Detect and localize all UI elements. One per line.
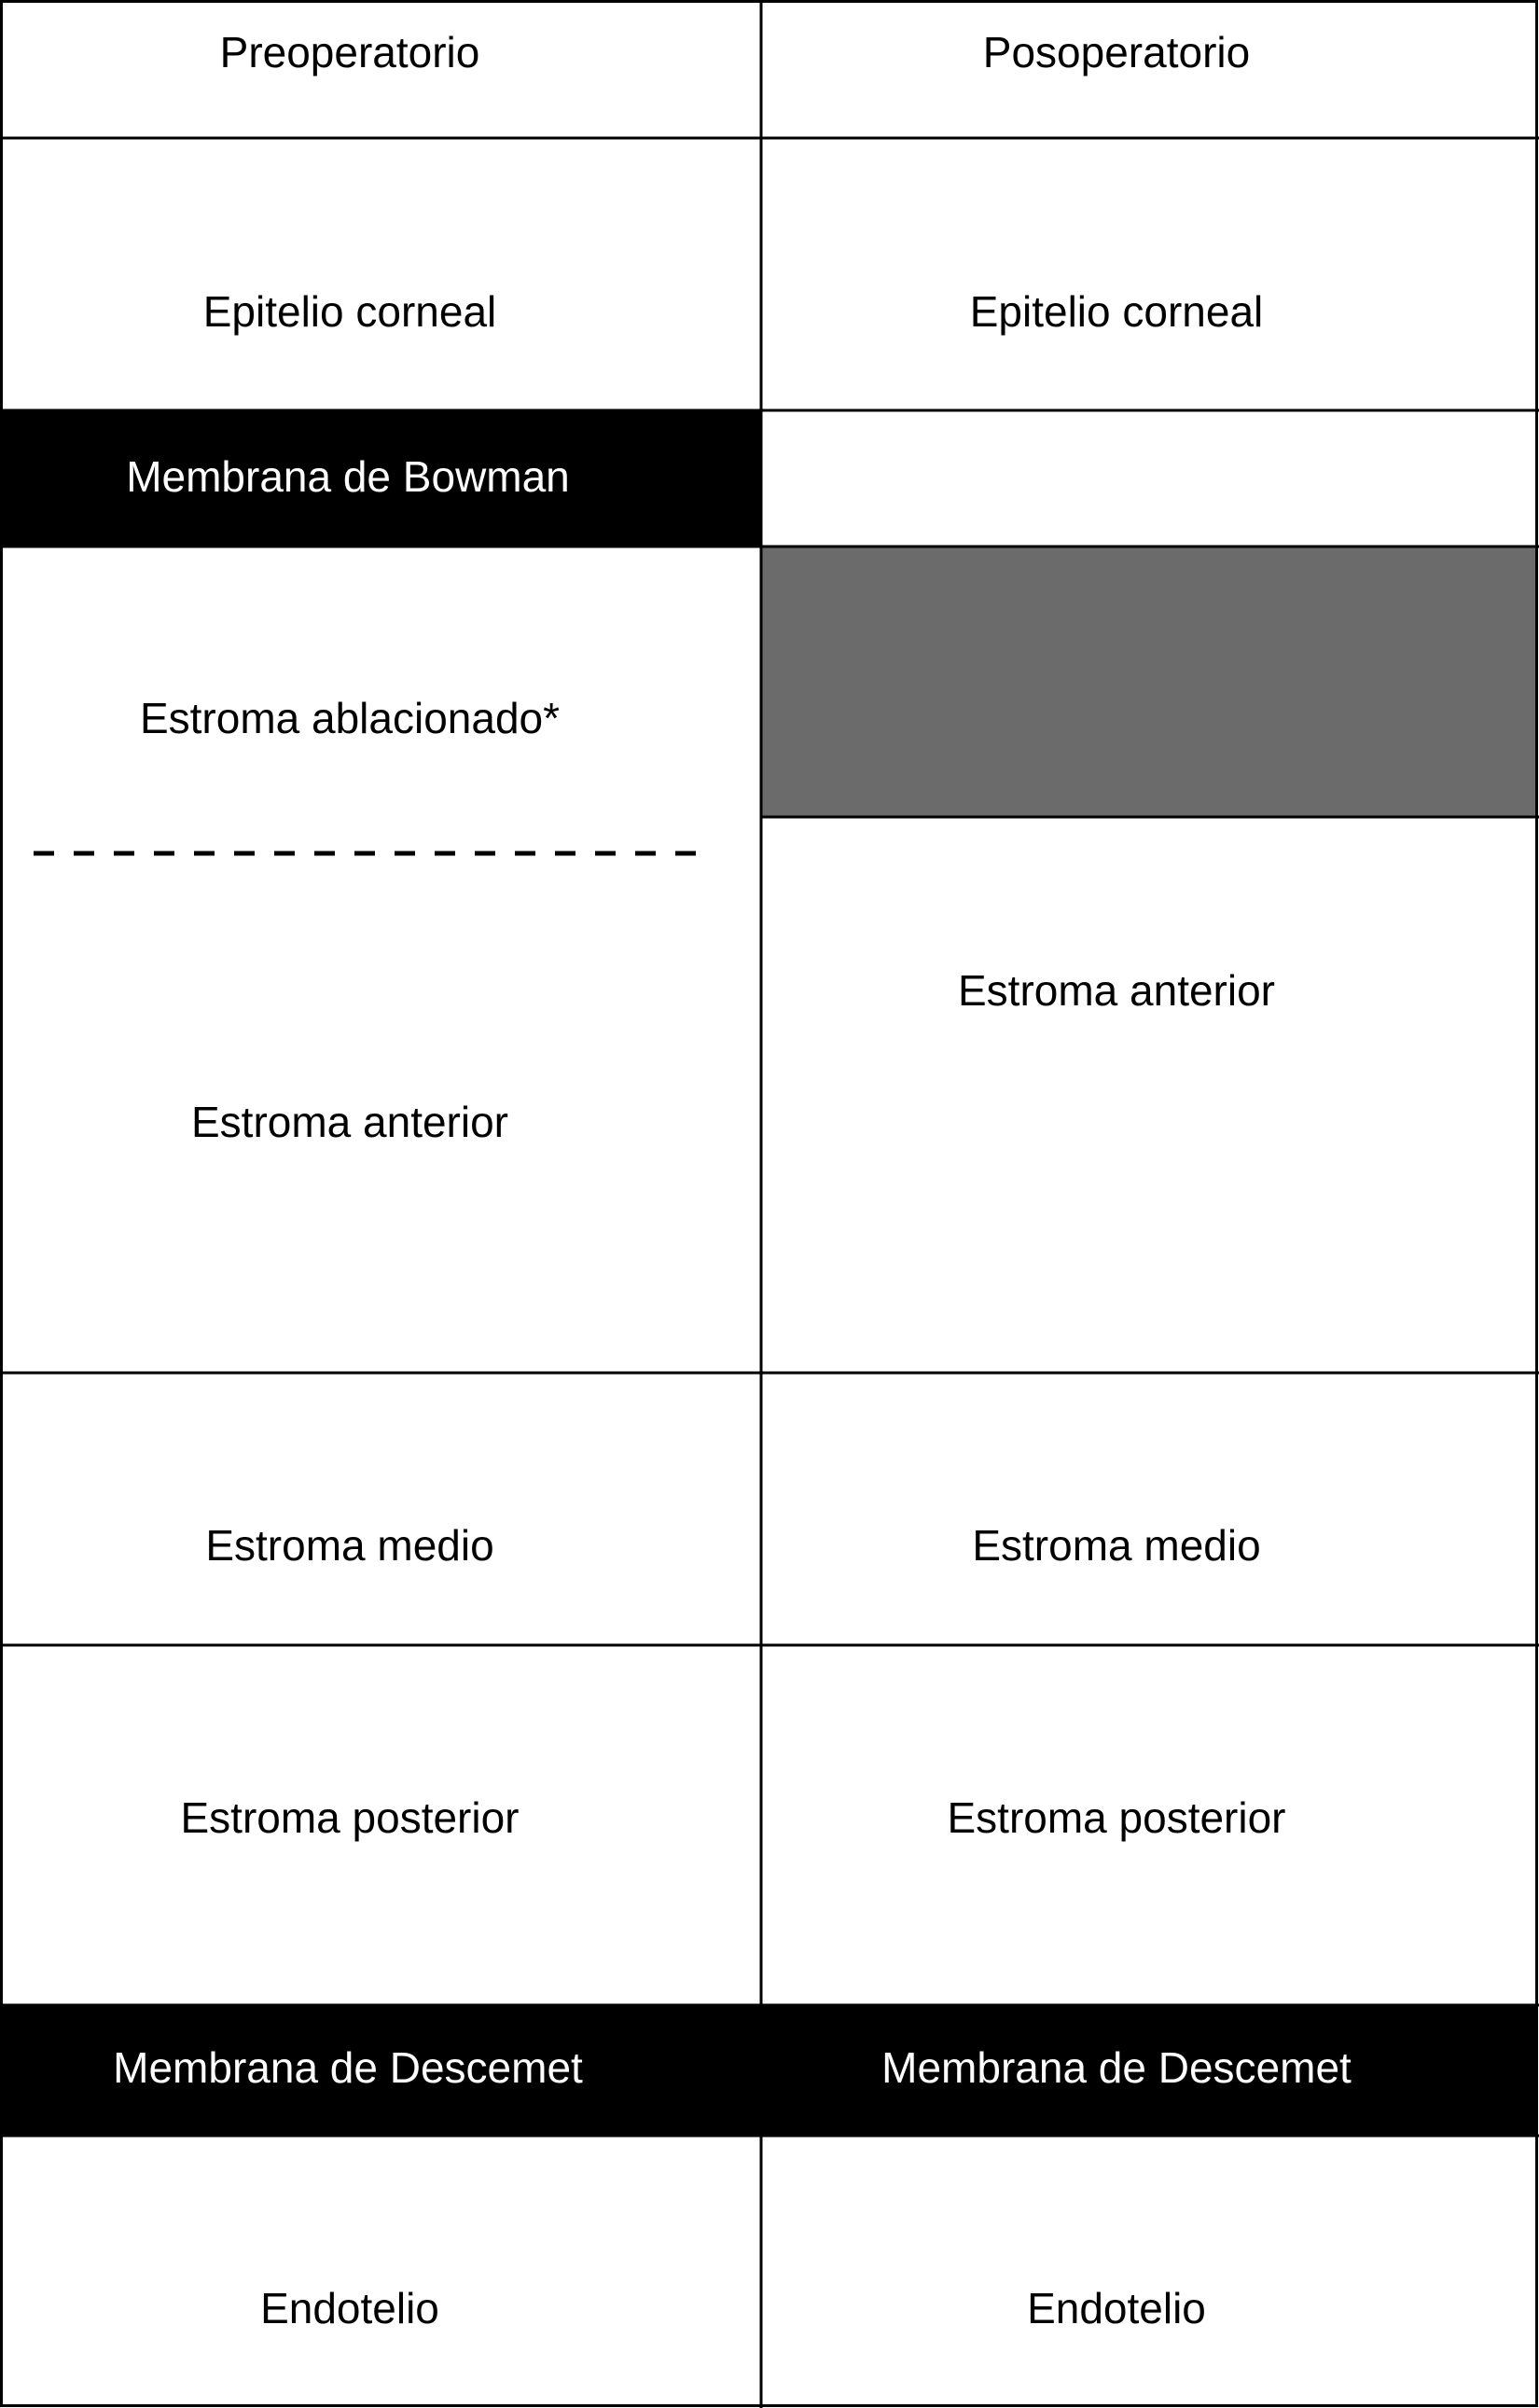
left-epithelium-label: Epitelio corneal (202, 287, 497, 337)
left-endothelium-label: Endotelio (260, 2284, 439, 2333)
right-anterior-stroma-label: Estroma anterior (957, 966, 1276, 1016)
left-bowman-label: Membrana de Bowman (126, 452, 570, 502)
right-epithelium-label: Epitelio corneal (969, 287, 1264, 337)
left-ablated-stroma-label: Estroma ablacionado* (139, 694, 561, 743)
left-anterior-stroma-label: Estroma anterior (190, 1098, 509, 1147)
left-descemet-label: Membrana de Descemet (113, 2043, 583, 2093)
left-mid-stroma-label: Estroma medio (205, 1521, 494, 1571)
right-removed-tissue-band (761, 547, 1537, 817)
right-descemet-label: Membrana de Descemet (881, 2043, 1352, 2093)
right-endothelium-label: Endotelio (1027, 2284, 1206, 2333)
right-mid-stroma-label: Estroma medio (972, 1521, 1261, 1571)
right-column-header: Posoperatorio (982, 28, 1251, 77)
right-posterior-stroma-label: Estroma posterior (947, 1793, 1286, 1843)
left-posterior-stroma-label: Estroma posterior (180, 1793, 520, 1843)
left-column-header: Preoperatorio (219, 28, 480, 77)
